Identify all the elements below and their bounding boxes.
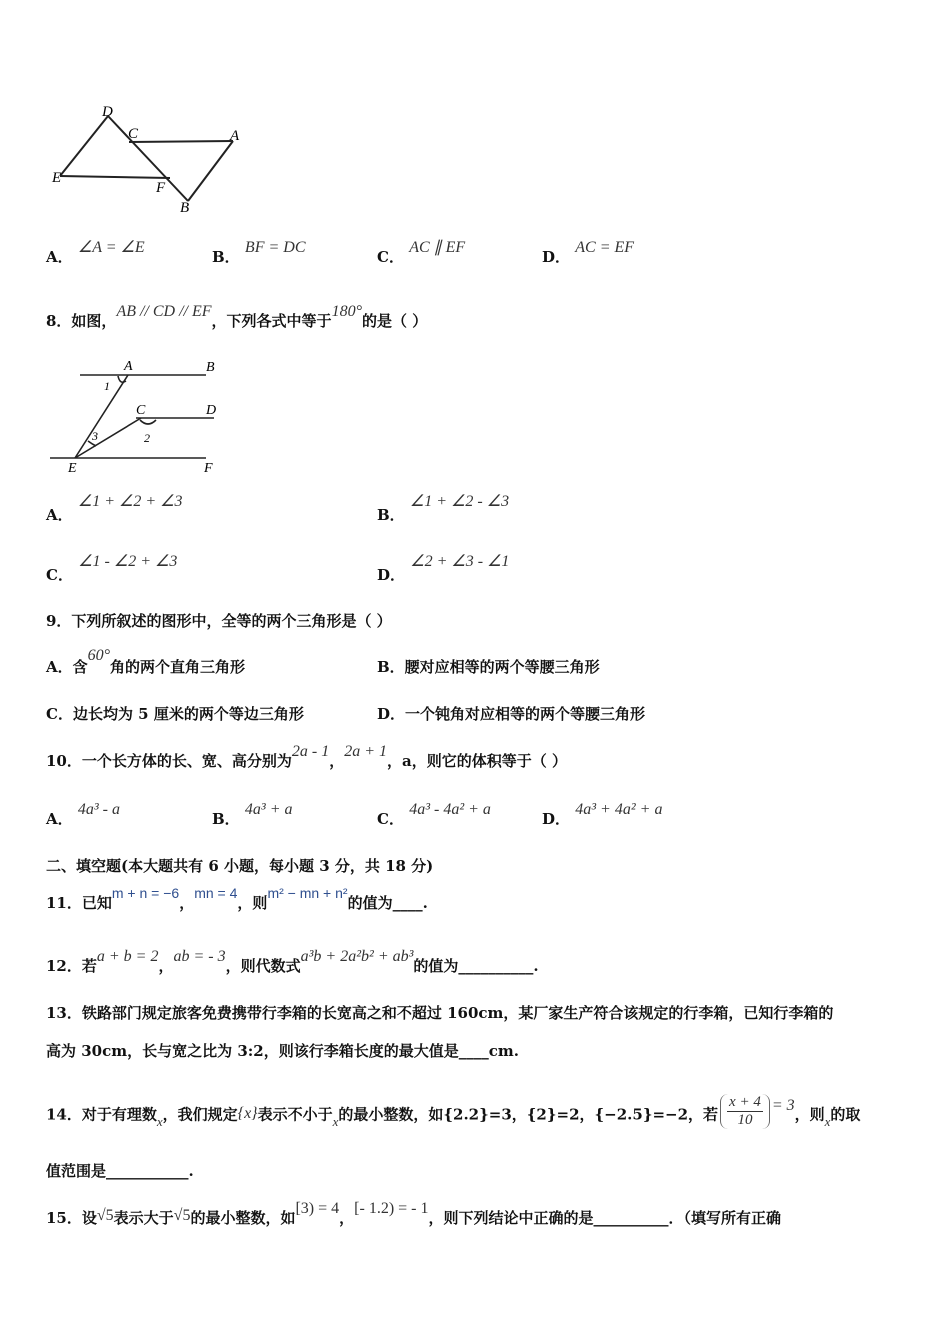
- label-d: D: [206, 403, 217, 418]
- label-c: C: [136, 403, 146, 418]
- q9-option-c: C．边长均为 5 厘米的两个等边三角形: [46, 705, 304, 723]
- q7-option-b: B． BF = DC: [212, 239, 306, 266]
- segment-ae: [75, 375, 128, 458]
- label-f: F: [156, 180, 166, 196]
- q9-option-d: D．一个钝角对应相等的两个等腰三角形: [377, 705, 646, 723]
- q15-stem: 15．设√5表示大于√5的最小整数，如[3) = 4，[- 1.2) = - 1，则下列结论中正确的是__________．（填写所有正确: [46, 1200, 782, 1227]
- label-a: A: [124, 359, 133, 374]
- angle-2-arc: [140, 420, 156, 424]
- segment-db: [108, 116, 188, 201]
- q9-option-b: B．腰对应相等的两个等腰三角形: [377, 658, 600, 676]
- q10-option-a: A． 4a³ - a: [46, 801, 120, 828]
- q9-stem: 9．下列所叙述的图形中，全等的两个三角形是（ ）: [46, 612, 392, 630]
- q10-stem: 10．一个长方体的长、宽、高分别为2a - 1，2a + 1，a，则它的体积等于（ ）: [46, 743, 567, 770]
- label-e: E: [52, 170, 62, 186]
- q14-line-2: 值范围是___________.: [46, 1162, 194, 1180]
- q14-stem: 14．对于有理数x，我们规定{x}表示不小于x的最小整数，如{2.2}=3，{2}=2，{−2.5}=−2，若 $\frac{x + 4}{10}$ = 3，则x的取: [46, 1094, 861, 1129]
- angle-label-3: 3: [92, 429, 98, 443]
- q10-option-b: B． 4a³ + a: [212, 801, 293, 828]
- segment-ca: [129, 141, 233, 142]
- q8-option-c: C． ∠1 - ∠2 + ∠3: [46, 553, 178, 584]
- q12-stem: 12．若a + b = 2，ab = - 3，则代数式a³b + 2a²b² + ab³的值为__________.: [46, 948, 539, 975]
- q7-option-a: A． ∠A = ∠E: [46, 239, 145, 266]
- label-f: F: [204, 461, 213, 476]
- label-d: D: [102, 104, 113, 120]
- q11-stem: 11．已知m + n = −6，mn = 4，则m² − mn + n²的值为____.: [46, 885, 428, 912]
- label-a: A: [230, 128, 240, 144]
- figure-q7: [44, 100, 254, 218]
- angle-label-2: 2: [144, 431, 150, 445]
- label-b: B: [180, 200, 190, 216]
- q8-option-d: D． ∠2 + ∠3 - ∠1: [377, 553, 510, 584]
- q13-line-2: 高为 30cm，长与宽之比为 3:2，则该行李箱长度的最大值是____cm.: [46, 1042, 519, 1060]
- q9-option-a: A．含60°角的两个直角三角形: [46, 647, 246, 676]
- q8-option-b: B． ∠1 + ∠2 - ∠3: [377, 493, 510, 524]
- figure-q8: [44, 354, 234, 478]
- angle-label-1: 1: [104, 379, 110, 393]
- q8-stem: 8．如图，AB // CD // EF，下列各式中等于180°的是（ ）: [46, 303, 428, 330]
- q10-option-c: C． 4a³ - 4a² + a: [377, 801, 491, 828]
- q7-option-c: C． AC ∥ EF: [377, 239, 466, 266]
- segment-ce: [75, 418, 141, 458]
- q10-option-d: D． 4a³ + 4a² + a: [542, 801, 663, 828]
- label-b: B: [206, 360, 215, 375]
- segment-ab: [188, 141, 233, 201]
- q14-fraction: $\frac{x + 4}{10}$: [720, 1094, 770, 1129]
- q7-option-d: D． AC = EF: [542, 239, 635, 266]
- section-title-fill-in: 二、填空题(本大题共有 6 小题，每小题 3 分，共 18 分): [46, 857, 434, 875]
- q8-option-a: A． ∠1 + ∠2 + ∠3: [46, 493, 183, 524]
- segment-ef: [60, 176, 170, 178]
- label-e: E: [68, 461, 77, 476]
- label-c: C: [128, 126, 139, 142]
- q13-line-1: 13．铁路部门规定旅客免费携带行李箱的长宽高之和不超过 160cm，某厂家生产符合该规定的行李箱，已知行李箱的: [46, 1004, 834, 1022]
- segment-de: [60, 116, 108, 176]
